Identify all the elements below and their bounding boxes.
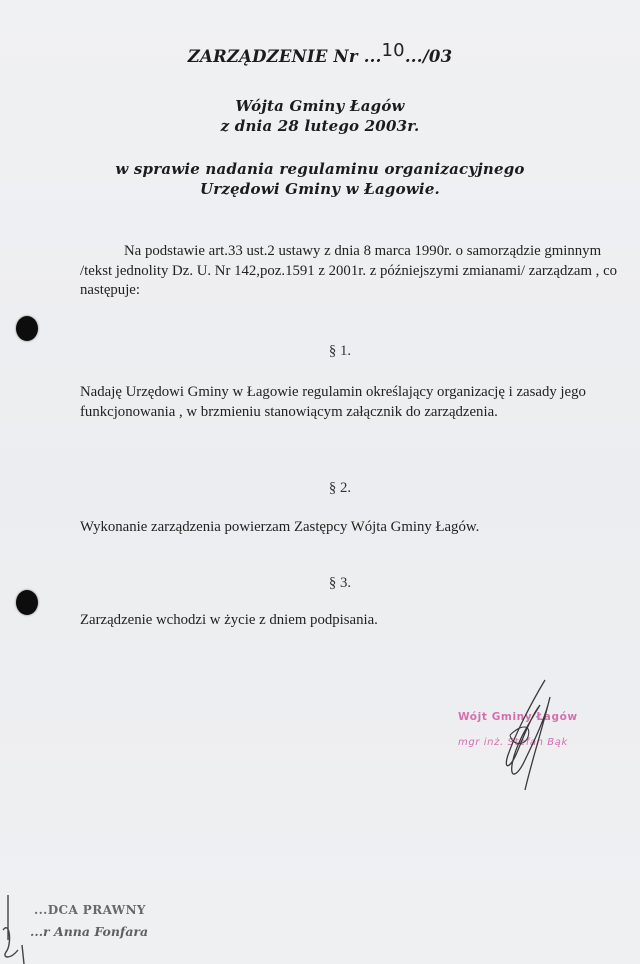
- section-text-2: Wykonanie zarządzenia powierzam Zastępcy Wójta Gminy Łagów.: [80, 519, 480, 535]
- mayor-stamp-name: mgr inż. Stefan Bąk: [458, 737, 568, 748]
- date-line: z dnia 28 lutego 2003r.: [220, 117, 420, 135]
- title-prefix: ZARZĄDZENIE Nr: [187, 47, 364, 66]
- section-sign-3: § 3.: [328, 575, 352, 591]
- order-number: 10: [381, 40, 405, 61]
- title-year-suffix: /03: [422, 47, 453, 66]
- punch-hole: [16, 316, 38, 341]
- mayor-stamp-title: Wójt Gminy Łagów: [458, 711, 578, 723]
- legal-basis-text: Na podstawie art.33 ust.2 ustawy z dnia 8 marca 1990r. o samorządzie gminnym /tekst jednolity Dz. U. Nr 142,poz.1591 z 2001r. z późniejszymi zmianami/ zarządzam , co następuje:: [80, 243, 618, 298]
- legal-advisor-stamp-title: ...DCA PRAWNY: [34, 903, 146, 917]
- legal-basis-paragraph: [80, 242, 620, 301]
- section-text-1: Nadaję Urzędowi Gminy w Łagowie regulamin określający organizację i zasady jego funkcjonowania , w brzmieniu stanowiącym załącznik do zarządzenia.: [80, 384, 586, 420]
- title-dots: ...: [363, 47, 382, 66]
- mayor-signature-icon: [470, 675, 590, 795]
- section-text-3: Zarządzenie wchodzi w życie z dniem podpisania.: [80, 612, 378, 628]
- legal-advisor-stamp-name: ...r Anna Fonfara: [30, 924, 149, 939]
- document-title: [0, 40, 640, 67]
- issuer-line: Wójta Gminy Łagów: [235, 97, 405, 115]
- subject-line-2: Urzędowi Gminy w Łagowie.: [200, 180, 440, 198]
- section-sign-1: § 1.: [328, 343, 352, 359]
- punch-hole: [16, 590, 38, 615]
- title-dots: ...: [404, 47, 423, 66]
- subject-line-1: w sprawie nadania regulaminu organizacyjnego: [115, 160, 525, 178]
- section-sign-2: § 2.: [328, 480, 352, 496]
